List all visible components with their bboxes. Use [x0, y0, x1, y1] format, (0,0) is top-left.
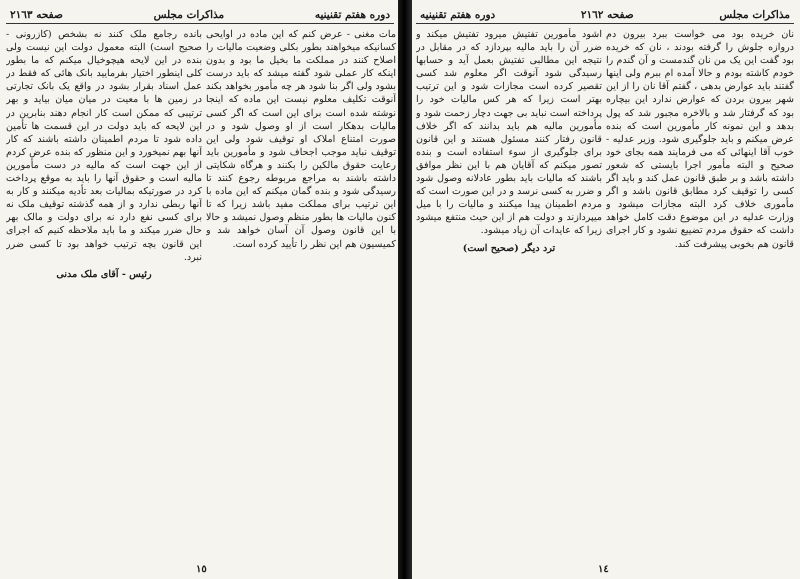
left-page-signature: رئیس - آقای ملک مدنی: [56, 268, 152, 280]
left-column-text: بانده رجامع ملک کنند نه بشخص (کازرونی - صحیح است) البته معمول دولت این نیست ولی بنده در این لایحه هیچوخیال میکنم که ما بطور کلی اینطور اختیار بفرمایید بانک هائی که فقط در عمل اسناد بقرار بشود در واقع یک بانک تجارتی در زمین ها با معیت در میان میان بیاید و بهر ترتیبی که ممکن است کار انجام دهند بنابرین در این لایحه که باید دولت در این قسمت ها تأمین داده شود تا مردم اطمینان داشته باشند که کار آنها بهم نمیخورد و این منظور که بنده عرض کردم از این جهت است که مالیه در دست مأمورین مالیه است و حقوق آنها را باید به موقع پرداخت کرد در صورتیکه بمالیات بعد تأدیه میکنند و کار به آنها ربطی ندارد و از همه گذشته توقیف ملک نه برای کسی نفع دارد نه برای دولت و مالک بهر حال ضرر میکند و ما باید ملاحظه کنیم که اجرای این قانون بچه ترتیب خواهد بود تا کسی ضرر نبرد.: [6, 29, 202, 263]
right-page-label: صفحه ٢١٦٢: [580, 8, 634, 21]
left-page-label: صفحه ٢١٦٣: [10, 8, 63, 21]
left-page-title: مذاكرات مجلس: [153, 8, 225, 21]
right-page-signature: ترد دیگر (صحیح است): [462, 242, 556, 254]
left-page-column-left: [6, 28, 202, 556]
right-page-column-left: [416, 28, 602, 556]
left-page-number: ١٥: [196, 564, 207, 575]
right-page: [412, 0, 800, 579]
left-page-header: [6, 6, 394, 24]
left-page-session: دوره هفتم تقنينيه: [314, 8, 390, 21]
right-page-title: مذاکرات مجلس: [719, 8, 790, 21]
left-page-column-right: [206, 28, 396, 556]
right-page-session: دوره هفتم تقنینیه: [420, 8, 496, 21]
right-column-text: نان خریده بود می خواست ببرد بیرون دم دروازه جلوش را گرفته بودند ، نان که خریده بود گفت این یک من نان گندمست و آن گندم را خودم کاشته بودم و حالا آمده ام ببرم ولی اینها گفتند باید عوارض بدهی ، گفتم آقا نان را از این شهر بیرون بردن که عوارض ندارد این بیچاره بود که گرفتار شد و بالاخره مجبور شد که پول بدهد و این نمونه کار مأمورین است که بنده عرض میکنم و باید جلوگیری شود. وزیر عدلیه - خوب آقا اینهائی که می فرمایند همه بجای خود صحیح و البته مأمور اجرا بایستی که شعور داشته باشد و بر طبق قانون عمل کند و باید اگر کسی را توقیف کرد مطابق قانون باشد و اگر مأموری خلاف کرد البته مجازات میشود و وزارت عدلیه در این موضوع دقت کامل خواهد داشت که حقوق مردم تضییع نشود و کار اجرای قانون هم بخوبی پیشرفت کند.: [606, 29, 794, 250]
right-page-header: [416, 6, 794, 24]
book-gutter: [398, 0, 412, 579]
left-column-text: مات مغنی - عرض کنم که این ماده در اوایحی کسانیکه میخواهند بطور بکلی وضعیت مالیات را اصلاح کنند در مملکت ما بخیل ما بود و بدون اینکه کار عملی شود گفته میشد که باید درست بشود ولی اگر بنا شود هر چه مأمور بخواهد بکند آنوقت تکلیف معلوم نیست این ماده که اینجا نوشته شده است برای این است که اگر کسی مالیات بدهکار است از او وصول شود و در صورت امتناع املاک او توقیف شود ولی این توقیف نباید موجب اجحاف شود و مأمورین باید رعایت حقوق مالکین را بکنند و هرگاه شکایتی داشته باشند به مراجع مربوطه رجوع کنند تا رسیدگی شود و بنده گمان میکنم که این ماده با این ترتیب برای مملکت مفید باشد زیرا که تا کنون مالیات ها بطور منظم وصول نمیشد و حالا با این قانون وصول آن آسان خواهد شد و کمیسیون هم این نظر را تأیید کرده است.: [206, 29, 396, 250]
right-column-text: اشود مأمورین تفتیش میرود تفتیش میکند و ضرر آن را باید مالیه بپردازد که در مقابل در نتیجه این مطالبی تفتیش بعمل آید و حسابها رسیدگی شود آنوقت اگر معلوم شد کسی تقصیر کرده است مجازات شود و این ترتیب بهتر است زیرا که هر کس مالیات خود را پرداخته است نباید بی جهت دچار زحمت شود و مأمورین مالیه هم باید بدانند که اگر خلاف قانون رفتار کنند مسئول هستند و این قانون برای جلوگیری از سوء استفاده است و بنده تصور میکنم که آقایان هم با این نظر موافق باشند که مالیات باید بطور عادلانه وصول شود و ضرر به کسی نرسد و در این صورت است که مردم اطمینان پیدا میکنند و مالیات را با میل میپردازند و دولت هم از این حیث منتفع میشود زیرا که عایدات آن زیاد میشود.: [416, 29, 602, 237]
right-page-column-right: [606, 28, 794, 556]
left-page: [0, 0, 398, 579]
right-page-number: ١٤: [598, 564, 609, 575]
